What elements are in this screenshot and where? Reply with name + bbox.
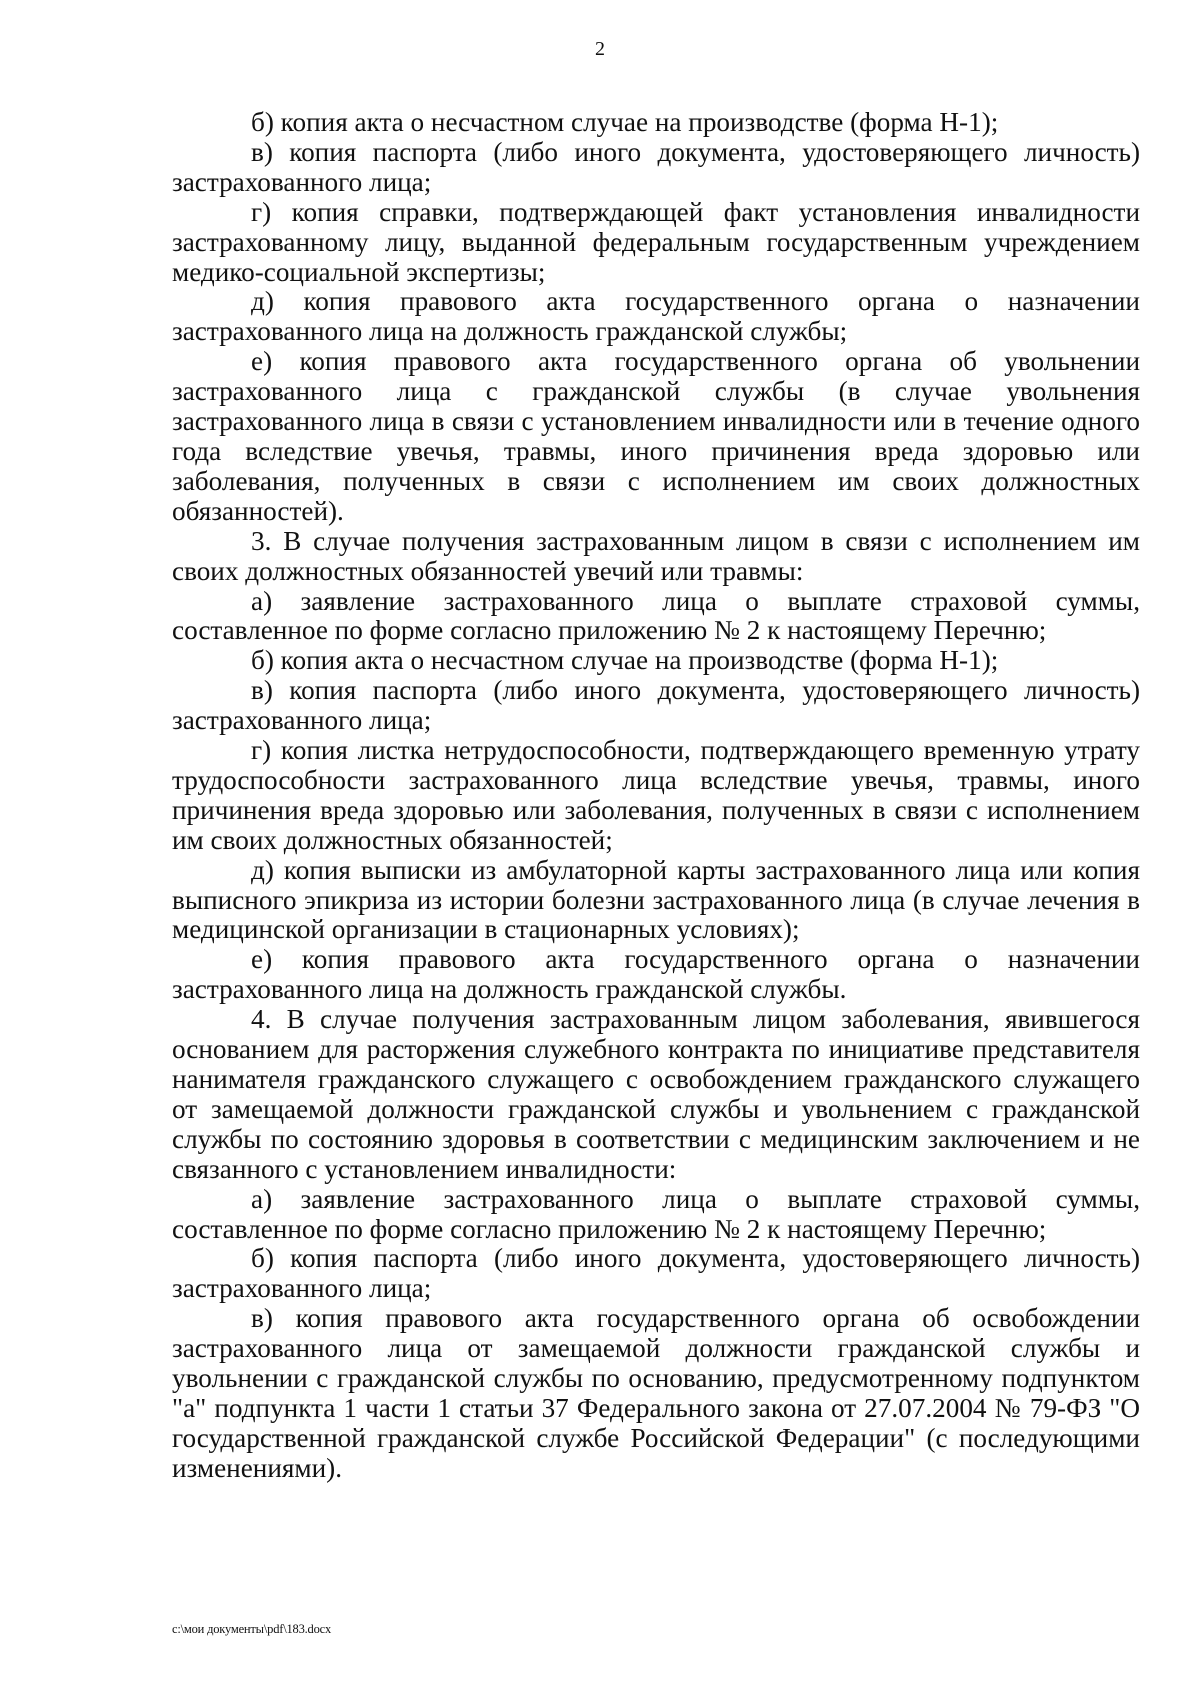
footer-file-path: c:\мои документы\pdf\183.docx [172,1622,332,1636]
paragraph-d-appointment-act: д) копия правового акта государственного органа о назначении застрахованного лица на должность гражданской службы; [172,286,1140,347]
paragraph-3b-act-copy: б) копия акта о несчастном случае на производстве (форма Н-1); [251,645,999,676]
paragraph-section-3: 3. В случае получения застрахованным лицом в связи с исполнением им своих должностных обязанностей увечий или травмы: [172,525,1140,586]
paragraph-3v-passport-copy: в) копия паспорта (либо иного документа, удостоверяющего личность) застрахованного лица; [172,675,1140,736]
paragraph-3a-application: а) заявление застрахованного лица о выплате страховой суммы, составленное по форме согласно приложению № 2 к настоящему Перечню; [172,585,1140,646]
paragraph-b-act-copy: б) копия акта о несчастном случае на производстве (форма Н-1); [251,107,999,137]
paragraph-4b-passport-copy: б) копия паспорта (либо иного документа, удостоверяющего личность) застрахованного лица; [172,1243,1140,1304]
paragraph-v-passport-copy: в) копия паспорта (либо иного документа, удостоверяющего личность) застрахованного лица; [172,136,1140,197]
paragraph-section-4: 4. В случае получения застрахованным лицом заболевания, явившегося основанием для расторжения служебного контракта по инициативе представителя нанимателя гражданского служащего с освобождением гражданского служащего от замещаемой должности гражданской службы и увольнением с гражданской службы по состоянию здоровья в соответствии с медицинским заключением и не связанного с установлением инвалидности: [172,1004,1140,1184]
document-body [172,108,1140,1484]
paragraph-3d-medical-extract: д) копия выписки из амбулаторной карты застрахованного лица или копия выписного эпикриза из истории болезни застрахованного лица (в случае лечения в медицинской организации в стационарных условиях); [172,854,1140,945]
paragraph-3e-appointment-act: е) копия правового акта государственного органа о назначении застрахованного лица на должность гражданской службы. [172,944,1140,1005]
paragraph-4v-release-act: в) копия правового акта государственного органа об освобождении застрахованного лица от замещаемой должности гражданской службы и увольнении с гражданской службы по основанию, предусмотренному подпунктом "а" подпункта 1 части 1 статьи 37 Федерального закона от 27.07.2004 № 79-ФЗ "О государственной гражданской службе Российской Федерации" (с последующими изменениями). [172,1303,1140,1483]
paragraph-4a-application: а) заявление застрахованного лица о выплате страховой суммы, составленное по форме согласно приложению № 2 к настоящему Перечню; [172,1183,1140,1244]
paragraph-e-dismissal-act: е) копия правового акта государственного органа об увольнении застрахованного лица с гражданской службы (в случае увольнения застрахованного лица в связи с установлением инвалидности или в течение одного года вследствие увечья, травмы, иного причинения вреда здоровью или заболевания, полученных в связи с исполнением им своих должностных обязанностей). [172,346,1140,526]
paragraph-3g-sick-leave: г) копия листка нетрудоспособности, подтверждающего временную утрату трудоспособности застрахованного лица вследствие увечья, травмы, иного причинения вреда здоровью или заболевания, полученных в связи с исполнением им своих должностных обязанностей; [172,735,1140,855]
paragraph-g-disability-certificate: г) копия справки, подтверждающей факт установления инвалидности застрахованному лицу, выданной федеральным государственным учреждением медико-социальной экспертизы; [172,196,1140,287]
page-number: 2 [595,38,605,60]
